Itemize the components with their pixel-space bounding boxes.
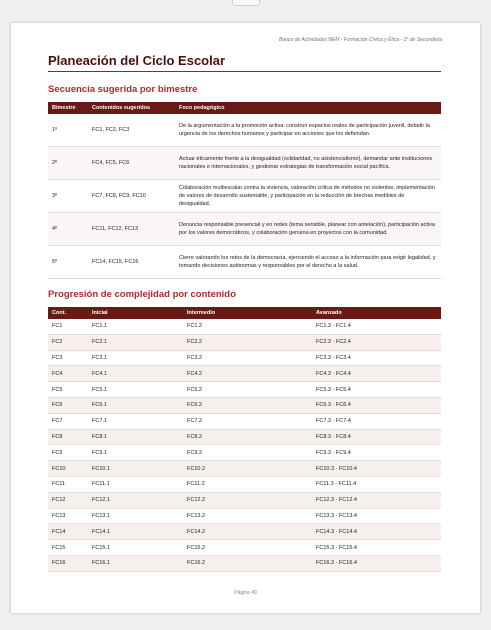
column-header: Foco pedagógico: [175, 102, 441, 114]
table-row: [48, 461, 441, 477]
column-header: Bimestre: [48, 102, 88, 114]
intermedio-cell: FC8.2: [183, 429, 312, 445]
avanzado-cell: FC12.3 · FC12.4: [312, 492, 441, 508]
contenido-cell: FC13: [48, 508, 88, 524]
table-row: [48, 508, 441, 524]
column-header: Inicial: [88, 307, 183, 319]
intermedio-cell: FC5.2: [183, 382, 312, 398]
avanzado-cell: FC7.3 · FC7.4: [312, 413, 441, 429]
contenido-cell: FC9: [48, 445, 88, 461]
inicial-cell: FC15.1: [88, 540, 183, 556]
table-row: [48, 350, 441, 366]
bimestre-cell: 1º: [48, 114, 88, 147]
bimestre-cell: 2º: [48, 147, 88, 180]
contenido-cell: FC14: [48, 524, 88, 540]
contenido-cell: FC5: [48, 382, 88, 398]
table-row: [48, 540, 441, 556]
avanzado-cell: FC2.3 · FC2.4: [312, 334, 441, 350]
intermedio-cell: FC2.2: [183, 334, 312, 350]
table-row: [48, 366, 441, 382]
contenido-cell: FC4: [48, 366, 88, 382]
avanzado-cell: FC13.3 · FC13.4: [312, 508, 441, 524]
avanzado-cell: FC8.3 · FC8.4: [312, 429, 441, 445]
bimestre-table: [48, 102, 441, 279]
column-header: Contenidos sugeridos: [88, 102, 175, 114]
table-row: [48, 114, 441, 147]
avanzado-cell: FC4.3 · FC4.4: [312, 366, 441, 382]
bimestre-cell: 4º: [48, 213, 88, 246]
inicial-cell: FC16.1: [88, 555, 183, 571]
avanzado-cell: FC15.3 · FC15.4: [312, 540, 441, 556]
table-row: [48, 213, 441, 246]
avanzado-cell: FC6.3 · FC6.4: [312, 397, 441, 413]
contenidos-cell: FC4, FC5, FC6: [88, 147, 175, 180]
intermedio-cell: FC16.2: [183, 555, 312, 571]
bimestre-cell: 3º: [48, 180, 88, 213]
inicial-cell: FC8.1: [88, 429, 183, 445]
inicial-cell: FC4.1: [88, 366, 183, 382]
inicial-cell: FC6.1: [88, 397, 183, 413]
contenido-cell: FC12: [48, 492, 88, 508]
intermedio-cell: FC1.2: [183, 319, 312, 334]
inicial-cell: FC5.1: [88, 382, 183, 398]
bimestre-cell: 5º: [48, 246, 88, 279]
inicial-cell: FC13.1: [88, 508, 183, 524]
table-header-row: [48, 307, 441, 319]
table-row: [48, 476, 441, 492]
table-row: [48, 334, 441, 350]
inicial-cell: FC7.1: [88, 413, 183, 429]
contenido-cell: FC16: [48, 555, 88, 571]
table-row: [48, 180, 441, 213]
inicial-cell: FC2.1: [88, 334, 183, 350]
intermedio-cell: FC3.2: [183, 350, 312, 366]
contenido-cell: FC1: [48, 319, 88, 334]
title-divider: [48, 71, 441, 72]
contenido-cell: FC10: [48, 461, 88, 477]
table-row: [48, 397, 441, 413]
avanzado-cell: FC11.3 · FC11.4: [312, 476, 441, 492]
intermedio-cell: FC6.2: [183, 397, 312, 413]
progresion-table: [48, 307, 441, 572]
contenido-cell: FC2: [48, 334, 88, 350]
intermedio-cell: FC15.2: [183, 540, 312, 556]
table-row: [48, 429, 441, 445]
table-header-row: [48, 102, 441, 114]
table-row: [48, 492, 441, 508]
viewer-tab-handle[interactable]: [232, 0, 260, 6]
column-header: Avanzado: [312, 307, 441, 319]
table-row: [48, 555, 441, 571]
inicial-cell: FC10.1: [88, 461, 183, 477]
page-title: Planeación del Ciclo Escolar: [48, 53, 226, 68]
inicial-cell: FC9.1: [88, 445, 183, 461]
table-row: [48, 147, 441, 180]
section-title-secuencia: Secuencia sugerida por bimestre: [48, 84, 198, 95]
intermedio-cell: FC13.2: [183, 508, 312, 524]
intermedio-cell: FC9.2: [183, 445, 312, 461]
viewer-top-strip: [0, 0, 491, 22]
page-number: Página 49: [234, 590, 257, 596]
contenido-cell: FC11: [48, 476, 88, 492]
inicial-cell: FC11.1: [88, 476, 183, 492]
avanzado-cell: FC1.3 · FC1.4: [312, 319, 441, 334]
foco-cell: De la argumentación a la promoción activa: construir espacios reales de participación juvenil, debatir la urgencia de los derechos humanos y participar en acciones que los defiendan.: [175, 114, 441, 147]
foco-cell: Cierre valorando los retos de la democracia, ejerciendo el acceso a la información para exigir legalidad, y tomando decisiones autónomas y responsables por el derecho a la salud.: [175, 246, 441, 279]
table-row: [48, 413, 441, 429]
foco-cell: Colaboración multiescalar contra la violencia, valoración crítica de métodos no violentos, implementación de valores de desarrollo sustentable, y participación en la reducción de brechas medibles de desigualdad.: [175, 180, 441, 213]
table-row: [48, 319, 441, 334]
contenido-cell: FC3: [48, 350, 88, 366]
inicial-cell: FC12.1: [88, 492, 183, 508]
intermedio-cell: FC11.2: [183, 476, 312, 492]
column-header: Intermedio: [183, 307, 312, 319]
foco-cell: Actuar éticamente frente a la desigualdad (solidaridad, no asistencialismo), demandar ante instituciones nacionales e internacionales, y gestionar estrategias de transformación social pacífica.: [175, 147, 441, 180]
inicial-cell: FC14.1: [88, 524, 183, 540]
avanzado-cell: FC10.3 · FC10.4: [312, 461, 441, 477]
table-row: [48, 246, 441, 279]
column-header: Cont.: [48, 307, 88, 319]
intermedio-cell: FC14.2: [183, 524, 312, 540]
inicial-cell: FC3.1: [88, 350, 183, 366]
contenido-cell: FC6: [48, 397, 88, 413]
section-title-progresion: Progresión de complejidad por contenido: [48, 289, 236, 300]
intermedio-cell: FC12.2: [183, 492, 312, 508]
intermedio-cell: FC10.2: [183, 461, 312, 477]
contenidos-cell: FC11, FC12, FC13: [88, 213, 175, 246]
avanzado-cell: FC3.3 · FC3.4: [312, 350, 441, 366]
contenidos-cell: FC7, FC8, FC9, FC10: [88, 180, 175, 213]
avanzado-cell: FC9.3 · FC9.4: [312, 445, 441, 461]
foco-cell: Denuncia responsable presencial y en redes (tema sensible, planear con antelación), participación activa por los valores democráticos, y colaboración genuina en proyectos con la comunidad.: [175, 213, 441, 246]
contenidos-cell: FC1, FC2, FC3: [88, 114, 175, 147]
running-header: Banco de Actividades NEM - Formación Cívica y Ética - 3° de Secundaria: [279, 37, 442, 43]
document-page: [11, 23, 480, 613]
inicial-cell: FC1.1: [88, 319, 183, 334]
table-row: [48, 382, 441, 398]
contenido-cell: FC15: [48, 540, 88, 556]
avanzado-cell: FC14.3 · FC14.4: [312, 524, 441, 540]
intermedio-cell: FC4.2: [183, 366, 312, 382]
avanzado-cell: FC5.3 · FC5.4: [312, 382, 441, 398]
contenidos-cell: FC14, FC15, FC16: [88, 246, 175, 279]
intermedio-cell: FC7.2: [183, 413, 312, 429]
table-row: [48, 445, 441, 461]
contenido-cell: FC7: [48, 413, 88, 429]
table-row: [48, 524, 441, 540]
avanzado-cell: FC16.3 · FC16.4: [312, 555, 441, 571]
contenido-cell: FC8: [48, 429, 88, 445]
